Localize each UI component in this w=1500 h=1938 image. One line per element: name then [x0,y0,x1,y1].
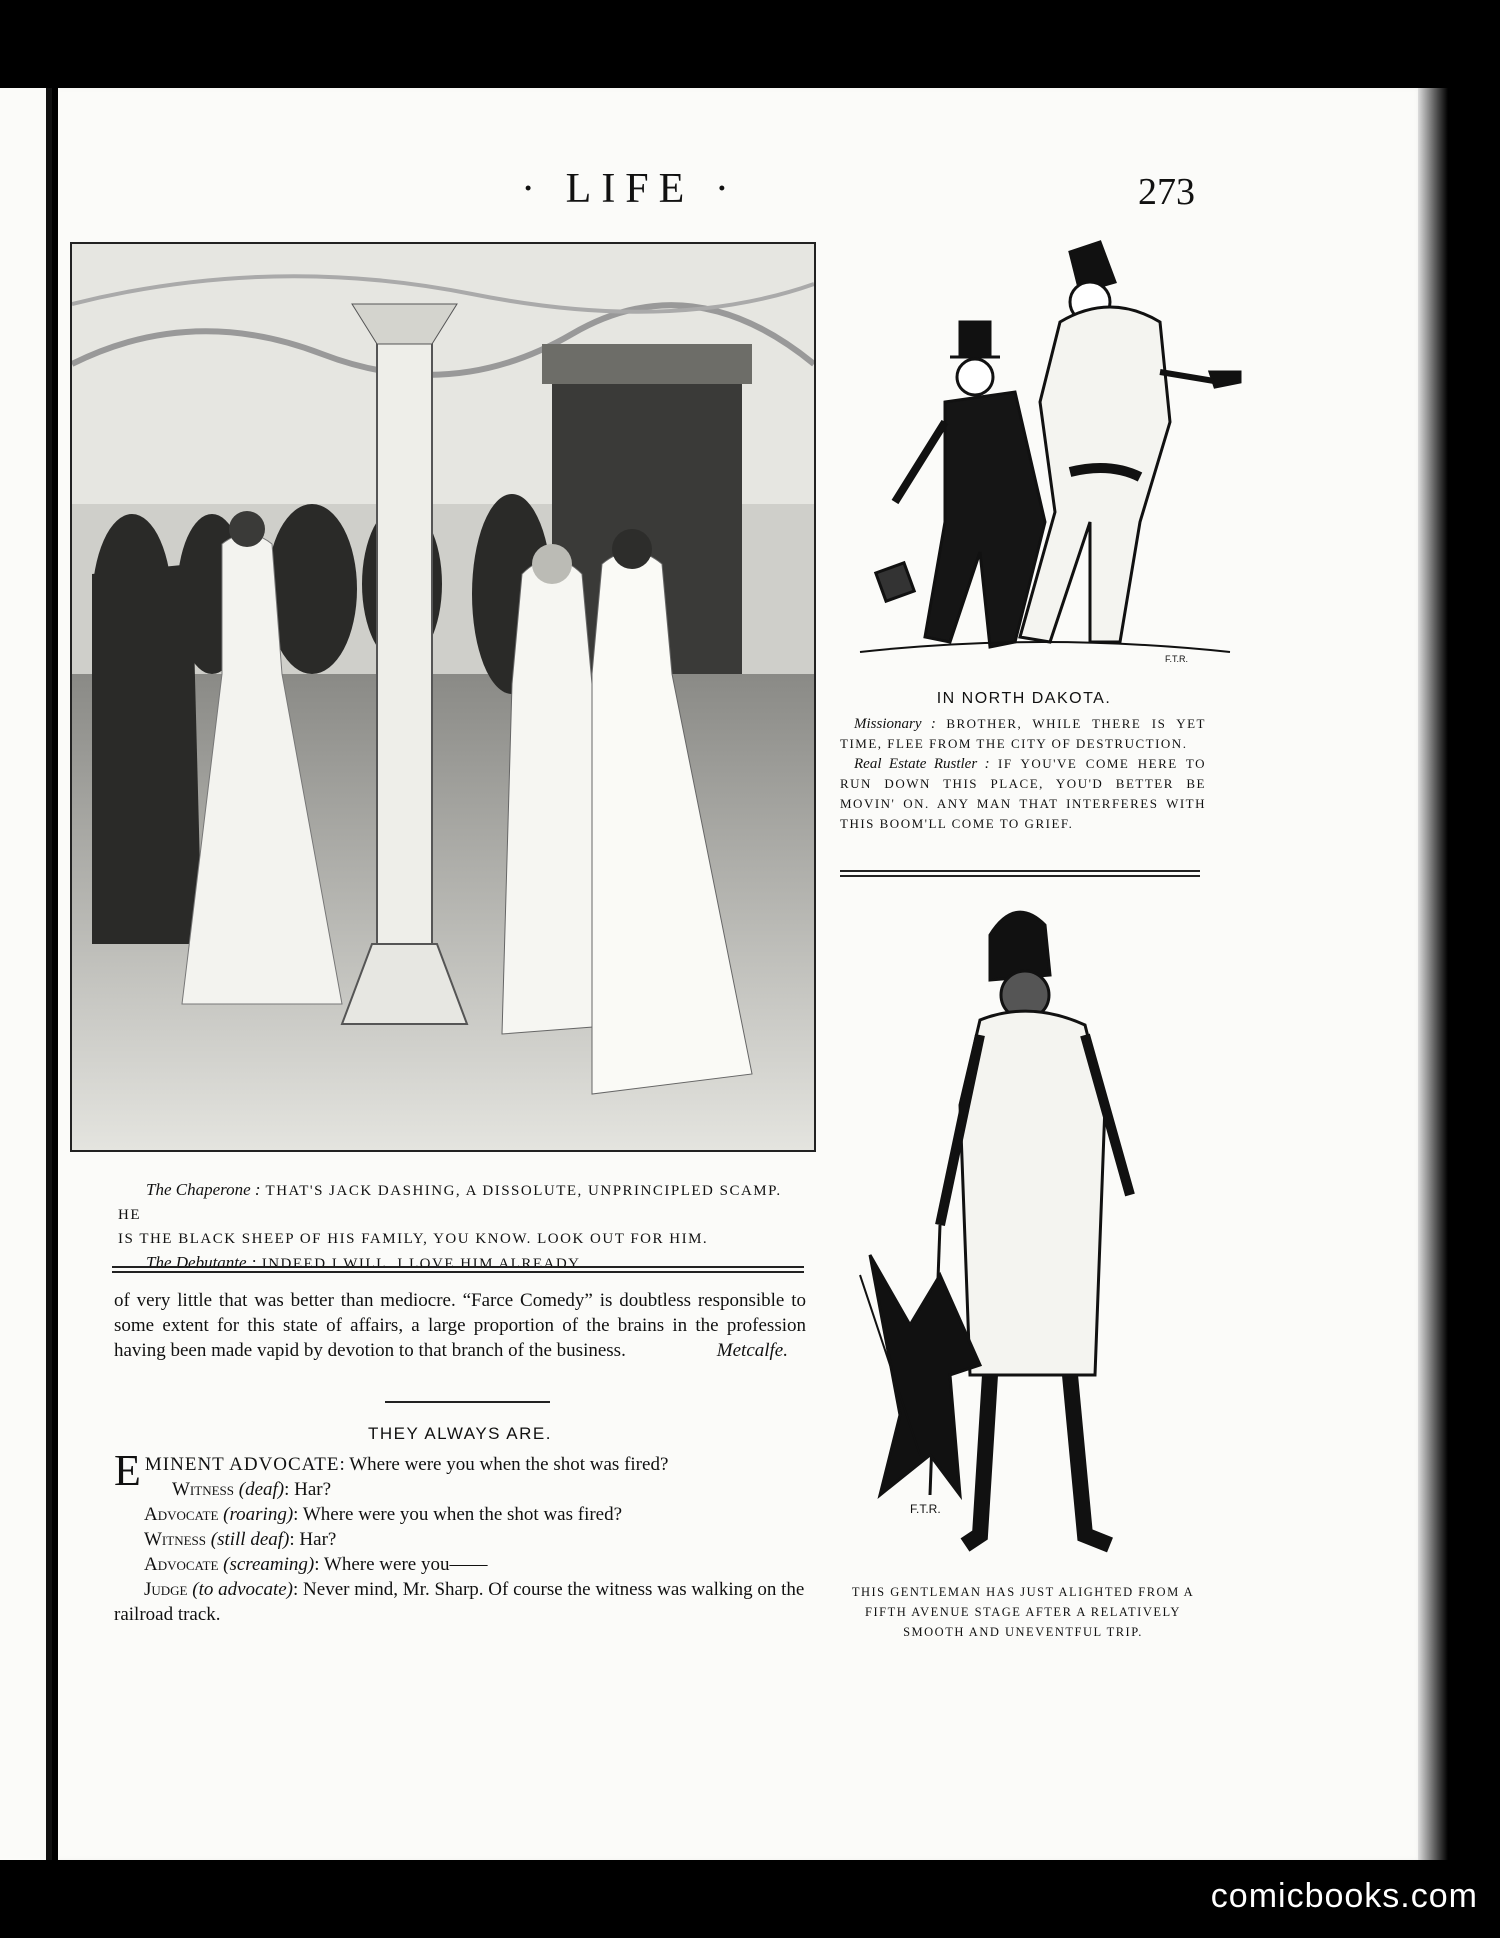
section-rule [112,1266,804,1273]
missionary-line: Missionary : BROTHER, WHILE THERE IS YET TIME, FLEE FROM THE CITY OF DESTRUCTION. [840,716,1206,751]
north-dakota-title: IN NORTH DAKOTA. [936,690,1112,707]
article-signature: Metcalfe. [716,1340,788,1361]
joke-line-3: Advocate (roaring): Where were you when the shot was fired? [144,1504,623,1525]
north-dakota-illustration [840,222,1250,682]
ballroom-caption [118,1178,808,1276]
gentleman-caption: THIS GENTLEMAN HAS JUST ALIGHTED FROM A FIFTH AVENUE STAGE AFTER A RELATIVELY SMOOTH AND UNEVENTFUL TRIP. [851,1585,1195,1639]
joke-line-1: EMINENT ADVOCATE: Where were you when the shot was fired? [114,1446,669,1495]
watermark: comicbooks.com [1210,1877,1478,1915]
caption-line-2: IS THE BLACK SHEEP OF HIS FAMILY, YOU KNOW. LOOK OUT FOR HIM. [118,1231,709,1247]
right-section-rule [840,870,1200,877]
article-paragraph: of very little that was better than mediocre. “Farce Comedy” is doubtless responsible to some extent for this state of affairs, a large proportion of the brains in the profession having been made vapid by devotion to that branch of the business. Metcalfe. [114,1290,806,1361]
rustler-line: Real Estate Rustler : IF YOU'VE COME HERE TO RUN DOWN THIS PLACE, YOU'D BETTER BE MOVIN' ON. ANY MAN THAT INTERFERES WITH THIS BOOM'LL COME TO GRIEF. [840,756,1206,831]
previous-page-edge [0,88,52,1860]
north-dakota-caption [840,714,1206,834]
joke-line-6: Judge (to advocate): Never mind, Mr. Sharp. Of course the witness was walking on the railroad track. [114,1579,805,1625]
masthead: · LIFE · [521,166,739,212]
joke-line-5: Advocate (screaming): Where were you—— [144,1554,488,1575]
gentleman-signature: F.T.R. [910,1502,941,1516]
ballroom-illustration [70,242,816,1152]
joke-body [114,1446,808,1627]
page-binding-shadow [1418,88,1448,1860]
joke-line-4: Witness (still deaf): Har? [144,1529,337,1550]
joke-title: THEY ALWAYS ARE. [368,1424,552,1443]
north-dakota-signature: F.T.R. [1165,654,1189,664]
drop-cap: E [114,1446,141,1495]
caption-line-3: The Debutante : INDEED I WILL. I LOVE HIM ALREADY. [146,1253,584,1272]
joke-line-2: Witness (deaf): Har? [172,1479,332,1500]
short-rule [385,1401,550,1403]
gentleman-illustration [840,895,1240,1575]
page-number: 273 [1138,171,1195,213]
caption-line-1: The Chaperone : THAT'S JACK DASHING, A DISSOLUTE, UNPRINCIPLED SCAMP. HE [118,1180,782,1223]
